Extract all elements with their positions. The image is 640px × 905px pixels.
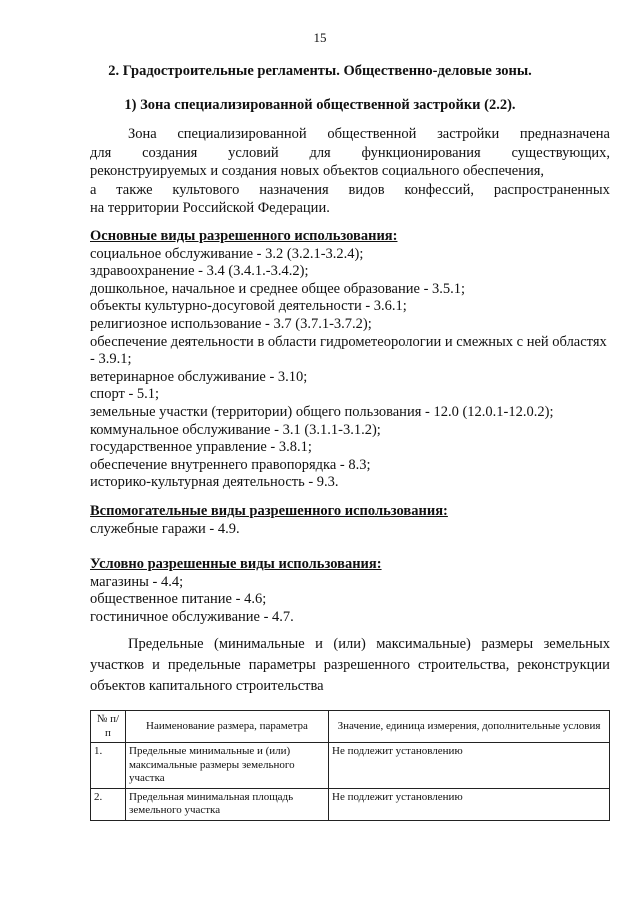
intro-line: на территории Российской Федерации. bbox=[90, 200, 330, 216]
row-number: 2. bbox=[91, 788, 126, 820]
intro-word: также bbox=[116, 181, 153, 198]
table-header-row bbox=[91, 711, 610, 743]
limits-word: Предельные bbox=[128, 636, 204, 652]
section-heading: 2. Градостроительные регламенты. Общественно-деловые зоны. bbox=[108, 63, 532, 79]
list-item: коммунальное обслуживание - 3.1 (3.1.1-3.1.2); bbox=[90, 421, 381, 438]
intro-word: конфессий, bbox=[404, 181, 474, 198]
intro-word: а bbox=[90, 181, 97, 198]
intro-line bbox=[90, 125, 610, 144]
limits-word: и bbox=[315, 636, 323, 652]
limits-paragraph bbox=[90, 634, 610, 697]
table-row bbox=[91, 743, 610, 789]
list-item: обеспечение внутреннего правопорядка - 8.3; bbox=[90, 456, 371, 473]
intro-line: реконструируемых и создания новых объектов социального обеспечения, bbox=[90, 163, 545, 179]
limits-word: участков bbox=[90, 657, 145, 673]
limits-word: (минимальные bbox=[214, 636, 305, 652]
row-name: Предельные минимальные и (или) максимальные размеры земельного участка bbox=[126, 743, 329, 789]
limits-line: объектов капитального строительства bbox=[90, 678, 324, 694]
limits-line bbox=[90, 634, 610, 655]
list-item: земельные участки (территории) общего пользования - 12.0 (12.0.1-12.0.2); bbox=[90, 403, 554, 420]
limits-word: максимальные) bbox=[376, 636, 471, 652]
limits-word: предельные bbox=[167, 657, 241, 673]
row-name: Предельная минимальная площадь земельного участка bbox=[126, 788, 329, 820]
main-uses-section bbox=[90, 228, 610, 492]
row-value: Не подлежит установлению bbox=[329, 743, 610, 789]
list-item: магазины - 4.4; bbox=[90, 573, 184, 590]
auxiliary-uses-list bbox=[90, 521, 610, 539]
intro-word: предназначена bbox=[519, 126, 610, 142]
auxiliary-uses-title: Вспомогательные виды разрешенного использования: bbox=[90, 503, 448, 519]
list-item: историко-культурная деятельность - 9.3. bbox=[90, 474, 339, 491]
main-uses-list bbox=[90, 246, 610, 492]
table-row bbox=[91, 788, 610, 820]
intro-word: застройки bbox=[437, 126, 500, 142]
conditional-uses-title: Условно разрешенные виды использования: bbox=[90, 556, 382, 572]
intro-word: условий bbox=[228, 144, 279, 161]
intro-word: существующих, bbox=[511, 144, 610, 161]
intro-word: создания bbox=[142, 144, 198, 161]
limits-word: размеры bbox=[481, 636, 534, 652]
limits-word: и bbox=[152, 657, 160, 673]
limits-word: (или) bbox=[333, 636, 366, 652]
list-item: религиозное использование - 3.7 (3.7.1-3.7.2); bbox=[90, 315, 372, 332]
page-number: 15 bbox=[313, 30, 327, 45]
list-item: объекты культурно-досуговой деятельности - 3.6.1; bbox=[90, 298, 407, 315]
limits-word: строительства, bbox=[418, 657, 510, 673]
zone-description bbox=[90, 125, 610, 218]
auxiliary-uses-section bbox=[90, 503, 610, 538]
list-item: социальное обслуживание - 3.2 (3.2.1-3.2.4); bbox=[90, 245, 364, 262]
intro-word: распространенных bbox=[493, 181, 610, 198]
list-item: государственное управление - 3.8.1; bbox=[90, 439, 312, 456]
zone-heading: 1) Зона специализированной общественной застройки (2.2). bbox=[124, 97, 516, 113]
list-item: спорт - 5.1; bbox=[90, 386, 160, 403]
header-value: Значение, единица измерения, дополнительные условия bbox=[329, 711, 610, 743]
list-item: здравоохранение - 3.4 (3.4.1.-3.4.2); bbox=[90, 263, 309, 280]
row-value: Не подлежит установлению bbox=[329, 788, 610, 820]
parameters-table bbox=[90, 710, 610, 821]
intro-line bbox=[90, 144, 610, 163]
intro-line bbox=[90, 181, 610, 200]
row-number: 1. bbox=[91, 743, 126, 789]
intro-word: видов bbox=[348, 181, 385, 198]
conditional-uses-list bbox=[90, 574, 610, 627]
header-name: Наименование размера, параметра bbox=[126, 711, 329, 743]
header-number: № п/п bbox=[91, 711, 126, 743]
list-item: гостиничное обслуживание - 4.7. bbox=[90, 608, 294, 625]
conditional-uses-section bbox=[90, 556, 610, 626]
intro-word: Зона bbox=[128, 126, 157, 142]
intro-word: общественной bbox=[327, 126, 417, 142]
main-uses-title: Основные виды разрешенного использования: bbox=[90, 228, 398, 244]
limits-word: земельных bbox=[543, 636, 610, 652]
list-item: служебные гаражи - 4.9. bbox=[90, 520, 240, 537]
limits-word: реконструкции bbox=[517, 657, 610, 673]
limits-line bbox=[90, 655, 610, 676]
intro-word: культового bbox=[172, 181, 240, 198]
intro-word: для bbox=[309, 144, 331, 161]
list-item: общественное питание - 4.6; bbox=[90, 591, 267, 608]
intro-word: функционирования bbox=[361, 144, 481, 161]
intro-word: назначения bbox=[259, 181, 329, 198]
list-item: ветеринарное обслуживание - 3.10; bbox=[90, 368, 308, 385]
list-item: обеспечение деятельности в области гидрометеорологии и смежных с ней областях - 3.9.1; bbox=[90, 333, 607, 368]
intro-word: для bbox=[90, 144, 112, 161]
intro-word: специализированной bbox=[177, 126, 307, 142]
limits-word: разрешенного bbox=[323, 657, 411, 673]
limits-word: параметры bbox=[248, 657, 316, 673]
list-item: дошкольное, начальное и среднее общее образование - 3.5.1; bbox=[90, 280, 466, 297]
